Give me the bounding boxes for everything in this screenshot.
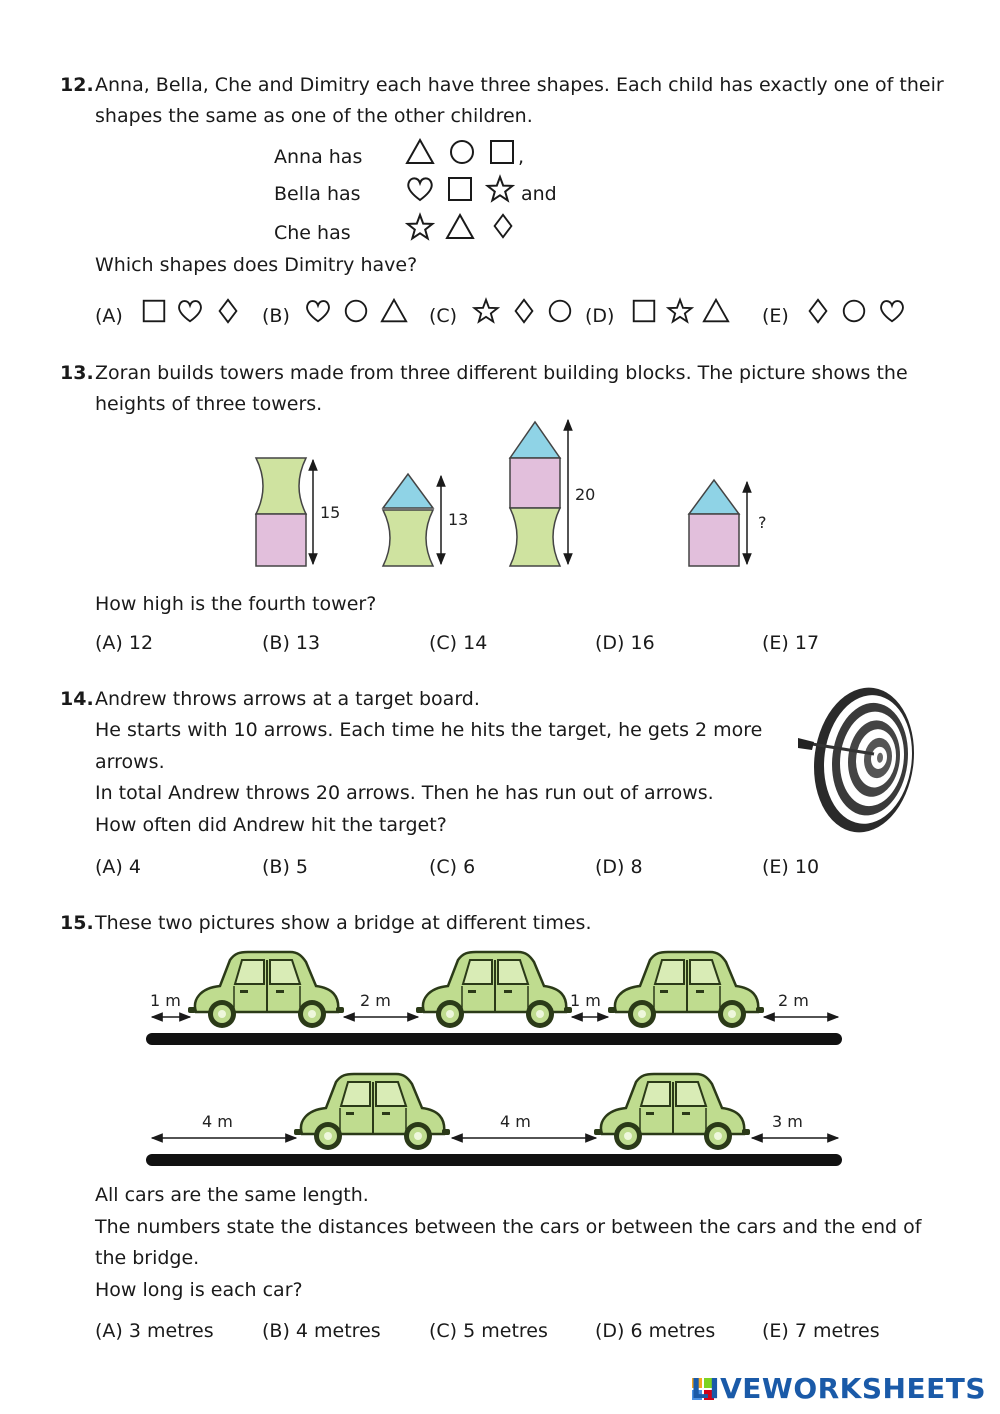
q12-option-b-label[interactable]: (B) xyxy=(262,305,290,327)
bottom-distance-1: 4 m xyxy=(202,1112,233,1131)
q13-number: 13. xyxy=(60,362,94,384)
q13-text-line1: Zoran builds towers made from three different building blocks. The picture shows the xyxy=(95,362,908,384)
q12-question: Which shapes does Dimitry have? xyxy=(95,254,418,276)
car-icon xyxy=(594,1074,750,1150)
tower-3-height: 20 xyxy=(575,485,596,504)
q14-option-e[interactable]: (E) 10 xyxy=(762,856,820,878)
bottom-distance-2: 4 m xyxy=(500,1112,531,1131)
q15-line1: All cars are the same length. xyxy=(95,1184,369,1206)
q15-option-b[interactable]: (B) 4 metres xyxy=(262,1320,381,1342)
bottom-distance-3: 3 m xyxy=(772,1112,803,1131)
q15-line4: How long is each car? xyxy=(95,1279,303,1301)
q12-number: 12. xyxy=(60,74,94,96)
q14-line3: arrows. xyxy=(95,751,165,773)
q13-question: How high is the fourth tower? xyxy=(95,593,377,615)
q12-option-e-label[interactable]: (E) xyxy=(762,305,789,327)
q12-anna-label: Anna has xyxy=(274,146,363,168)
tower-2-height: 13 xyxy=(448,510,469,529)
q15-option-c[interactable]: (C) 5 metres xyxy=(429,1320,548,1342)
q13-option-d[interactable]: (D) 16 xyxy=(595,632,655,654)
liveworksheets-brand[interactable]: LIVEWORKSHEETS xyxy=(690,1372,986,1405)
car-icon xyxy=(294,1074,450,1150)
q15-number: 15. xyxy=(60,912,94,934)
q14-line5: How often did Andrew hit the target? xyxy=(95,814,447,836)
q13-option-c[interactable]: (C) 14 xyxy=(429,632,488,654)
q12-bella-suffix: and xyxy=(521,183,557,205)
q14-line1: Andrew throws arrows at a target board. xyxy=(95,688,480,710)
q14-number: 14. xyxy=(60,688,94,710)
car-icon xyxy=(416,952,572,1028)
bridge-bottom xyxy=(152,1074,838,1160)
q12-option-c-label[interactable]: (C) xyxy=(429,305,458,327)
q12-bella-label: Bella has xyxy=(274,183,361,205)
q13-option-e[interactable]: (E) 17 xyxy=(762,632,820,654)
q14-option-b[interactable]: (B) 5 xyxy=(262,856,308,878)
q13-text-line2: heights of three towers. xyxy=(95,393,323,415)
q12-anna-suffix: , xyxy=(518,146,525,168)
tower-1-height: 15 xyxy=(320,503,341,522)
q14-line4: In total Andrew throws 20 arrows. Then he has run out of arrows. xyxy=(95,782,714,804)
top-distance-1: 1 m xyxy=(150,991,181,1010)
q12-che-label: Che has xyxy=(274,222,351,244)
q12-text-line2: shapes the same as one of the other children. xyxy=(95,105,533,127)
q15-line3: the bridge. xyxy=(95,1247,200,1269)
q14-option-c[interactable]: (C) 6 xyxy=(429,856,476,878)
q13-option-a[interactable]: (A) 12 xyxy=(95,632,154,654)
q15-option-d[interactable]: (D) 6 metres xyxy=(595,1320,716,1342)
q15-option-a[interactable]: (A) 3 metres xyxy=(95,1320,214,1342)
bridge-top xyxy=(150,952,838,1039)
q13-option-b[interactable]: (B) 13 xyxy=(262,632,321,654)
top-distance-2: 2 m xyxy=(360,991,391,1010)
q12-option-d-label[interactable]: (D) xyxy=(585,305,615,327)
top-distance-4: 2 m xyxy=(778,991,809,1010)
car-icon xyxy=(608,952,764,1028)
tower-4-height: ? xyxy=(758,513,767,532)
q14-line2: He starts with 10 arrows. Each time he hits the target, he gets 2 more xyxy=(95,719,763,741)
q15-line2: The numbers state the distances between the cars or between the cars and the end of xyxy=(95,1216,922,1238)
q12-text-line1: Anna, Bella, Che and Dimitry each have three shapes. Each child has exactly one of their xyxy=(95,74,944,96)
q14-option-a[interactable]: (A) 4 xyxy=(95,856,141,878)
top-distance-3: 1 m xyxy=(570,991,601,1010)
car-icon xyxy=(188,952,344,1028)
q14-option-d[interactable]: (D) 8 xyxy=(595,856,643,878)
q15-text: These two pictures show a bridge at different times. xyxy=(95,912,592,934)
q12-option-a-label[interactable]: (A) xyxy=(95,305,123,327)
q15-option-e[interactable]: (E) 7 metres xyxy=(762,1320,880,1342)
